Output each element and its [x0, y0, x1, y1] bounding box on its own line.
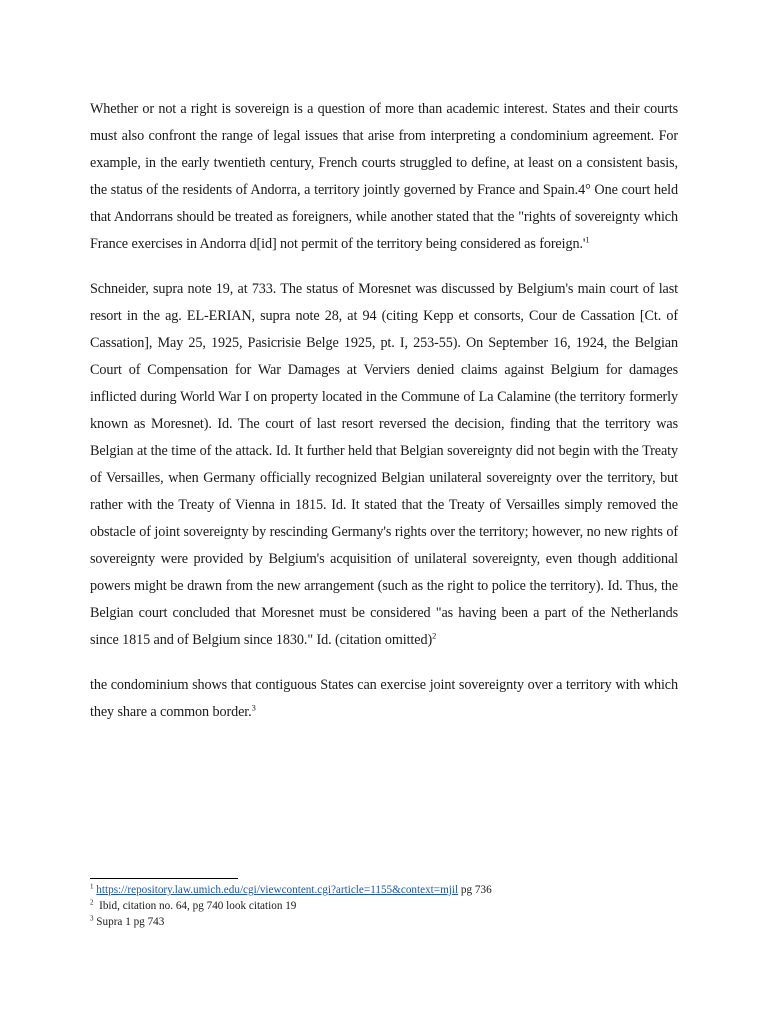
paragraph-1 — [90, 96, 678, 258]
footnote-ref-2[interactable]: 2 — [432, 630, 437, 641]
footnote-1 — [90, 882, 678, 898]
paragraph-3 — [90, 672, 678, 726]
footnote-3 — [90, 914, 678, 930]
paragraph-1-text: Whether or not a right is sovereign is a question of more than academic interest. States and their courts must also confront the range of legal issues that arise from interpreting a condominium agreement. For example, in the early twentieth century, French courts struggled to define, at least on a consistent basis, the status of the residents of Andorra, a territory jointly governed by France and Spain.4° One court held that Andorrans should be treated as foreigners, while another stated that the "rights of sovereignty which France exercises in Andorra d[id] not permit of the territory being considered as foreign.' — [90, 101, 678, 252]
footnote-1-number: 1 — [90, 882, 94, 891]
footnote-2 — [90, 898, 678, 914]
footnote-ref-1[interactable]: 1 — [585, 234, 590, 245]
footnotes-section — [90, 878, 678, 930]
footnote-ref-3[interactable]: 3 — [251, 702, 256, 713]
paragraph-3-text: the condominium shows that contiguous States can exercise joint sovereignty over a territory with which they share a common border. — [90, 677, 678, 720]
document-body — [90, 96, 678, 744]
footnote-1-link[interactable]: https://repository.law.umich.edu/cgi/viewcontent.cgi?article=1155&context=mjil — [96, 884, 459, 896]
paragraph-2 — [90, 276, 678, 654]
footnote-3-number: 3 — [90, 914, 94, 923]
footnote-2-text: Ibid, citation no. 64, pg 740 look citation 19 — [93, 900, 297, 912]
footnote-3-text: Supra 1 pg 743 — [93, 916, 165, 928]
footnote-1-text: pg 736 — [458, 884, 492, 896]
footnote-separator — [90, 878, 238, 879]
footnote-2-number: 2 — [90, 898, 94, 907]
paragraph-2-text: Schneider, supra note 19, at 733. The status of Moresnet was discussed by Belgium's main court of last resort in the ag. EL-ERIAN, supra note 28, at 94 (citing Kepp et consorts, Cour de Cassation [Ct. of Cassation], May 25, 1925, Pasicrisie Belge 1925, pt. I, 253-55). On September 16, 1924, the Belgian Court of Compensation for War Damages at Verviers denied claims against Belgium for damages inflicted during World War I on property located in the Commune of La Calamine (the territory formerly known as Moresnet). Id. The court of last resort reversed the decision, finding that the territory was Belgian at the time of the attack. Id. It further held that Belgian sovereignty did not begin with the Treaty of Versailles, when Germany officially recognized Belgian unilateral sovereignty over the territory, but rather with the Treaty of Vienna in 1815. Id. It stated that the Treaty of Versailles simply removed the obstacle of joint sovereignty by rescinding Germany's rights over the territory; however, no new rights of sovereignty were provided by Belgium's acquisition of unilateral sovereignty, even though additional powers might be drawn from the new arrangement (such as the right to police the territory). Id. Thus, the Belgian court concluded that Moresnet must be considered "as having been a part of the Netherlands since 1815 and of Belgium since 1830." Id. (citation omitted) — [90, 281, 678, 648]
